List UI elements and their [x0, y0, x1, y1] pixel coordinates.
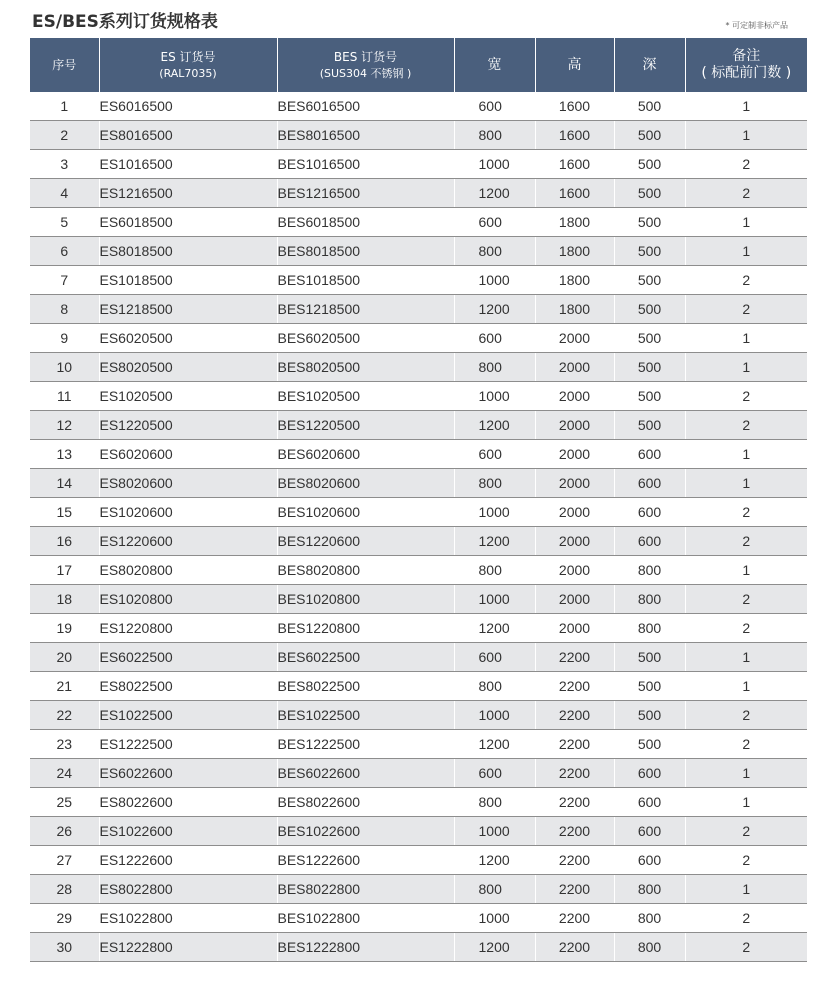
cell-es-order: ES8022600	[99, 788, 277, 817]
header-remark-sub: ( 标配前门数 )	[701, 65, 792, 81]
cell-es-order: ES8020800	[99, 556, 277, 585]
cell-width: 600	[454, 759, 535, 788]
cell-seq: 19	[30, 614, 99, 643]
cell-height: 2000	[535, 585, 614, 614]
cell-width: 600	[454, 324, 535, 353]
cell-es-order: ES1220800	[99, 614, 277, 643]
cell-height: 2200	[535, 701, 614, 730]
cell-width: 600	[454, 208, 535, 237]
header-es-order	[99, 38, 277, 92]
cell-seq: 11	[30, 382, 99, 411]
cell-depth: 500	[614, 237, 685, 266]
cell-depth: 500	[614, 411, 685, 440]
cell-bes-order: BES1218500	[277, 295, 454, 324]
cell-es-order: ES1220500	[99, 411, 277, 440]
cell-bes-order: BES8020800	[277, 556, 454, 585]
cell-seq: 14	[30, 469, 99, 498]
cell-width: 800	[454, 469, 535, 498]
cell-seq: 23	[30, 730, 99, 759]
cell-width: 1200	[454, 179, 535, 208]
table-row	[30, 179, 807, 208]
cell-es-order: ES8020600	[99, 469, 277, 498]
cell-es-order: ES6022500	[99, 643, 277, 672]
cell-width: 800	[454, 672, 535, 701]
cell-es-order: ES6016500	[99, 92, 277, 121]
cell-height: 2200	[535, 672, 614, 701]
cell-seq: 29	[30, 904, 99, 933]
cell-bes-order: BES8022800	[277, 875, 454, 904]
cell-width: 600	[454, 92, 535, 121]
cell-es-order: ES1020600	[99, 498, 277, 527]
cell-width: 800	[454, 875, 535, 904]
cell-es-order: ES1222600	[99, 846, 277, 875]
cell-bes-order: BES6022500	[277, 643, 454, 672]
cell-remark: 1	[685, 759, 807, 788]
cell-remark: 1	[685, 92, 807, 121]
cell-es-order: ES6018500	[99, 208, 277, 237]
cell-es-order: ES8022800	[99, 875, 277, 904]
cell-bes-order: BES6020600	[277, 440, 454, 469]
cell-height: 1600	[535, 92, 614, 121]
header-remark	[685, 38, 807, 92]
cell-es-order: ES6020500	[99, 324, 277, 353]
cell-width: 1200	[454, 933, 535, 962]
cell-es-order: ES6022600	[99, 759, 277, 788]
cell-width: 600	[454, 643, 535, 672]
header-remark-label: 备注	[732, 48, 761, 64]
header-row	[30, 38, 807, 92]
cell-seq: 4	[30, 179, 99, 208]
cell-remark: 1	[685, 556, 807, 585]
cell-remark: 2	[685, 411, 807, 440]
cell-height: 1600	[535, 150, 614, 179]
cell-seq: 12	[30, 411, 99, 440]
header-height	[535, 38, 614, 92]
cell-width: 1200	[454, 295, 535, 324]
cell-es-order: ES8016500	[99, 121, 277, 150]
cell-es-order: ES1216500	[99, 179, 277, 208]
table-row	[30, 208, 807, 237]
cell-remark: 2	[685, 614, 807, 643]
cell-height: 2000	[535, 556, 614, 585]
table-row	[30, 585, 807, 614]
cell-remark: 1	[685, 788, 807, 817]
cell-es-order: ES1022600	[99, 817, 277, 846]
cell-depth: 500	[614, 179, 685, 208]
header-es-sub: (RAL7035)	[159, 66, 217, 80]
cell-es-order: ES8022500	[99, 672, 277, 701]
cell-height: 1600	[535, 121, 614, 150]
cell-bes-order: BES1220800	[277, 614, 454, 643]
header-depth-label: 深	[642, 56, 657, 73]
cell-remark: 1	[685, 672, 807, 701]
cell-bes-order: BES1020800	[277, 585, 454, 614]
cell-remark: 1	[685, 324, 807, 353]
cell-depth: 500	[614, 730, 685, 759]
cell-height: 2000	[535, 411, 614, 440]
cell-seq: 17	[30, 556, 99, 585]
cell-es-order: ES1222800	[99, 933, 277, 962]
cell-bes-order: BES1022600	[277, 817, 454, 846]
cell-remark: 2	[685, 498, 807, 527]
cell-bes-order: BES6018500	[277, 208, 454, 237]
cell-height: 2000	[535, 324, 614, 353]
cell-width: 1000	[454, 904, 535, 933]
cell-seq: 9	[30, 324, 99, 353]
cell-width: 1000	[454, 266, 535, 295]
cell-seq: 8	[30, 295, 99, 324]
cell-remark: 2	[685, 701, 807, 730]
cell-height: 1600	[535, 179, 614, 208]
table-row	[30, 121, 807, 150]
cell-depth: 600	[614, 498, 685, 527]
cell-seq: 30	[30, 933, 99, 962]
cell-seq: 2	[30, 121, 99, 150]
cell-seq: 15	[30, 498, 99, 527]
cell-width: 1000	[454, 382, 535, 411]
cell-remark: 2	[685, 527, 807, 556]
cell-height: 1800	[535, 295, 614, 324]
table-row	[30, 904, 807, 933]
cell-width: 1200	[454, 614, 535, 643]
cell-depth: 500	[614, 150, 685, 179]
cell-es-order: ES1022800	[99, 904, 277, 933]
table-row	[30, 817, 807, 846]
table-row	[30, 382, 807, 411]
cell-remark: 1	[685, 353, 807, 382]
cell-remark: 2	[685, 904, 807, 933]
cell-depth: 500	[614, 92, 685, 121]
cell-bes-order: BES1216500	[277, 179, 454, 208]
table-row	[30, 440, 807, 469]
cell-depth: 800	[614, 933, 685, 962]
cell-depth: 600	[614, 440, 685, 469]
cell-es-order: ES8018500	[99, 237, 277, 266]
cell-height: 2000	[535, 527, 614, 556]
cell-remark: 1	[685, 643, 807, 672]
cell-depth: 600	[614, 527, 685, 556]
header-seq	[30, 38, 99, 92]
cell-bes-order: BES1022800	[277, 904, 454, 933]
table-row	[30, 875, 807, 904]
table-row	[30, 353, 807, 382]
cell-height: 2200	[535, 643, 614, 672]
cell-width: 800	[454, 788, 535, 817]
cell-height: 2200	[535, 759, 614, 788]
cell-depth: 500	[614, 266, 685, 295]
header-bes-sub: (SUS304 不锈钢 )	[319, 66, 412, 80]
cell-bes-order: BES8018500	[277, 237, 454, 266]
cell-seq: 26	[30, 817, 99, 846]
cell-bes-order: BES1220600	[277, 527, 454, 556]
table-row	[30, 701, 807, 730]
table-row	[30, 150, 807, 179]
cell-depth: 500	[614, 672, 685, 701]
table-row	[30, 730, 807, 759]
table-row	[30, 266, 807, 295]
cell-es-order: ES1218500	[99, 295, 277, 324]
cell-bes-order: BES8022600	[277, 788, 454, 817]
cell-height: 2200	[535, 846, 614, 875]
table-row	[30, 672, 807, 701]
cell-bes-order: BES8020500	[277, 353, 454, 382]
cell-es-order: ES1222500	[99, 730, 277, 759]
cell-seq: 24	[30, 759, 99, 788]
cell-depth: 800	[614, 614, 685, 643]
table-row	[30, 846, 807, 875]
cell-width: 1200	[454, 527, 535, 556]
table-row	[30, 556, 807, 585]
cell-seq: 27	[30, 846, 99, 875]
cell-depth: 600	[614, 759, 685, 788]
cell-width: 800	[454, 237, 535, 266]
cell-height: 2000	[535, 382, 614, 411]
cell-remark: 2	[685, 150, 807, 179]
cell-bes-order: BES8020600	[277, 469, 454, 498]
cell-width: 1200	[454, 730, 535, 759]
cell-remark: 1	[685, 208, 807, 237]
cell-seq: 7	[30, 266, 99, 295]
cell-height: 2200	[535, 875, 614, 904]
cell-remark: 2	[685, 585, 807, 614]
cell-remark: 1	[685, 440, 807, 469]
cell-remark: 2	[685, 933, 807, 962]
cell-depth: 500	[614, 353, 685, 382]
cell-width: 1000	[454, 150, 535, 179]
cell-seq: 6	[30, 237, 99, 266]
header-width-label: 宽	[487, 56, 502, 73]
cell-remark: 1	[685, 469, 807, 498]
cell-bes-order: BES1016500	[277, 150, 454, 179]
cell-depth: 500	[614, 121, 685, 150]
cell-depth: 600	[614, 846, 685, 875]
cell-remark: 1	[685, 121, 807, 150]
cell-height: 2000	[535, 440, 614, 469]
cell-bes-order: BES1020600	[277, 498, 454, 527]
header-seq-label: 序号	[52, 57, 77, 72]
table-row	[30, 295, 807, 324]
cell-bes-order: BES1222500	[277, 730, 454, 759]
cell-bes-order: BES1222600	[277, 846, 454, 875]
cell-bes-order: BES8016500	[277, 121, 454, 150]
cell-remark: 2	[685, 382, 807, 411]
cell-height: 2200	[535, 904, 614, 933]
header-bes-order	[277, 38, 454, 92]
table-row	[30, 498, 807, 527]
cell-depth: 600	[614, 469, 685, 498]
cell-bes-order: BES8022500	[277, 672, 454, 701]
cell-es-order: ES1016500	[99, 150, 277, 179]
cell-height: 2000	[535, 498, 614, 527]
cell-bes-order: BES1022500	[277, 701, 454, 730]
cell-depth: 800	[614, 904, 685, 933]
cell-seq: 5	[30, 208, 99, 237]
header-depth	[614, 38, 685, 92]
cell-width: 800	[454, 121, 535, 150]
cell-height: 2000	[535, 353, 614, 382]
cell-bes-order: BES1220500	[277, 411, 454, 440]
cell-depth: 500	[614, 208, 685, 237]
cell-height: 1800	[535, 237, 614, 266]
cell-width: 600	[454, 440, 535, 469]
cell-height: 2200	[535, 817, 614, 846]
cell-depth: 500	[614, 701, 685, 730]
cell-remark: 2	[685, 730, 807, 759]
cell-seq: 22	[30, 701, 99, 730]
cell-seq: 10	[30, 353, 99, 382]
cell-seq: 3	[30, 150, 99, 179]
cell-width: 1000	[454, 585, 535, 614]
cell-width: 1000	[454, 498, 535, 527]
header-height-label: 高	[567, 56, 582, 73]
cell-es-order: ES1022500	[99, 701, 277, 730]
cell-height: 1800	[535, 266, 614, 295]
cell-bes-order: BES6022600	[277, 759, 454, 788]
cell-seq: 21	[30, 672, 99, 701]
cell-es-order: ES1018500	[99, 266, 277, 295]
cell-width: 800	[454, 353, 535, 382]
cell-remark: 1	[685, 237, 807, 266]
cell-depth: 600	[614, 817, 685, 846]
cell-bes-order: BES1018500	[277, 266, 454, 295]
cell-seq: 1	[30, 92, 99, 121]
cell-width: 1000	[454, 701, 535, 730]
cell-width: 1000	[454, 817, 535, 846]
cell-height: 2000	[535, 469, 614, 498]
cell-depth: 800	[614, 556, 685, 585]
cell-es-order: ES6020600	[99, 440, 277, 469]
cell-remark: 2	[685, 846, 807, 875]
table-row	[30, 237, 807, 266]
table-row	[30, 788, 807, 817]
cell-bes-order: BES6016500	[277, 92, 454, 121]
table-row	[30, 92, 807, 121]
cell-depth: 500	[614, 324, 685, 353]
table-row	[30, 324, 807, 353]
header-width	[454, 38, 535, 92]
cell-seq: 16	[30, 527, 99, 556]
table-body	[30, 92, 807, 962]
cell-remark: 2	[685, 179, 807, 208]
cell-width: 800	[454, 556, 535, 585]
cell-width: 1200	[454, 846, 535, 875]
custom-note: * 可定制非标产品	[725, 21, 788, 30]
cell-height: 2200	[535, 730, 614, 759]
cell-height: 2200	[535, 788, 614, 817]
cell-depth: 500	[614, 643, 685, 672]
page-title: ES/BES系列订货规格表	[32, 12, 218, 32]
cell-seq: 28	[30, 875, 99, 904]
cell-es-order: ES1020800	[99, 585, 277, 614]
table-row	[30, 643, 807, 672]
cell-height: 1800	[535, 208, 614, 237]
cell-bes-order: BES1222800	[277, 933, 454, 962]
cell-depth: 800	[614, 875, 685, 904]
cell-bes-order: BES1020500	[277, 382, 454, 411]
spec-table	[30, 38, 807, 962]
table-row	[30, 411, 807, 440]
cell-seq: 25	[30, 788, 99, 817]
cell-depth: 500	[614, 382, 685, 411]
cell-bes-order: BES6020500	[277, 324, 454, 353]
cell-seq: 20	[30, 643, 99, 672]
cell-width: 1200	[454, 411, 535, 440]
table-row	[30, 527, 807, 556]
cell-es-order: ES1020500	[99, 382, 277, 411]
cell-height: 2200	[535, 933, 614, 962]
cell-es-order: ES1220600	[99, 527, 277, 556]
table-row	[30, 469, 807, 498]
cell-depth: 500	[614, 295, 685, 324]
cell-depth: 800	[614, 585, 685, 614]
cell-remark: 2	[685, 817, 807, 846]
cell-height: 2000	[535, 614, 614, 643]
header-bes-label: BES 订货号	[333, 49, 398, 64]
cell-es-order: ES8020500	[99, 353, 277, 382]
cell-seq: 13	[30, 440, 99, 469]
table-row	[30, 614, 807, 643]
table-row	[30, 933, 807, 962]
header-es-label: ES 订货号	[160, 49, 216, 64]
cell-remark: 2	[685, 266, 807, 295]
cell-remark: 1	[685, 875, 807, 904]
cell-seq: 18	[30, 585, 99, 614]
cell-remark: 2	[685, 295, 807, 324]
cell-depth: 600	[614, 788, 685, 817]
table-header	[30, 38, 807, 92]
table-row	[30, 759, 807, 788]
